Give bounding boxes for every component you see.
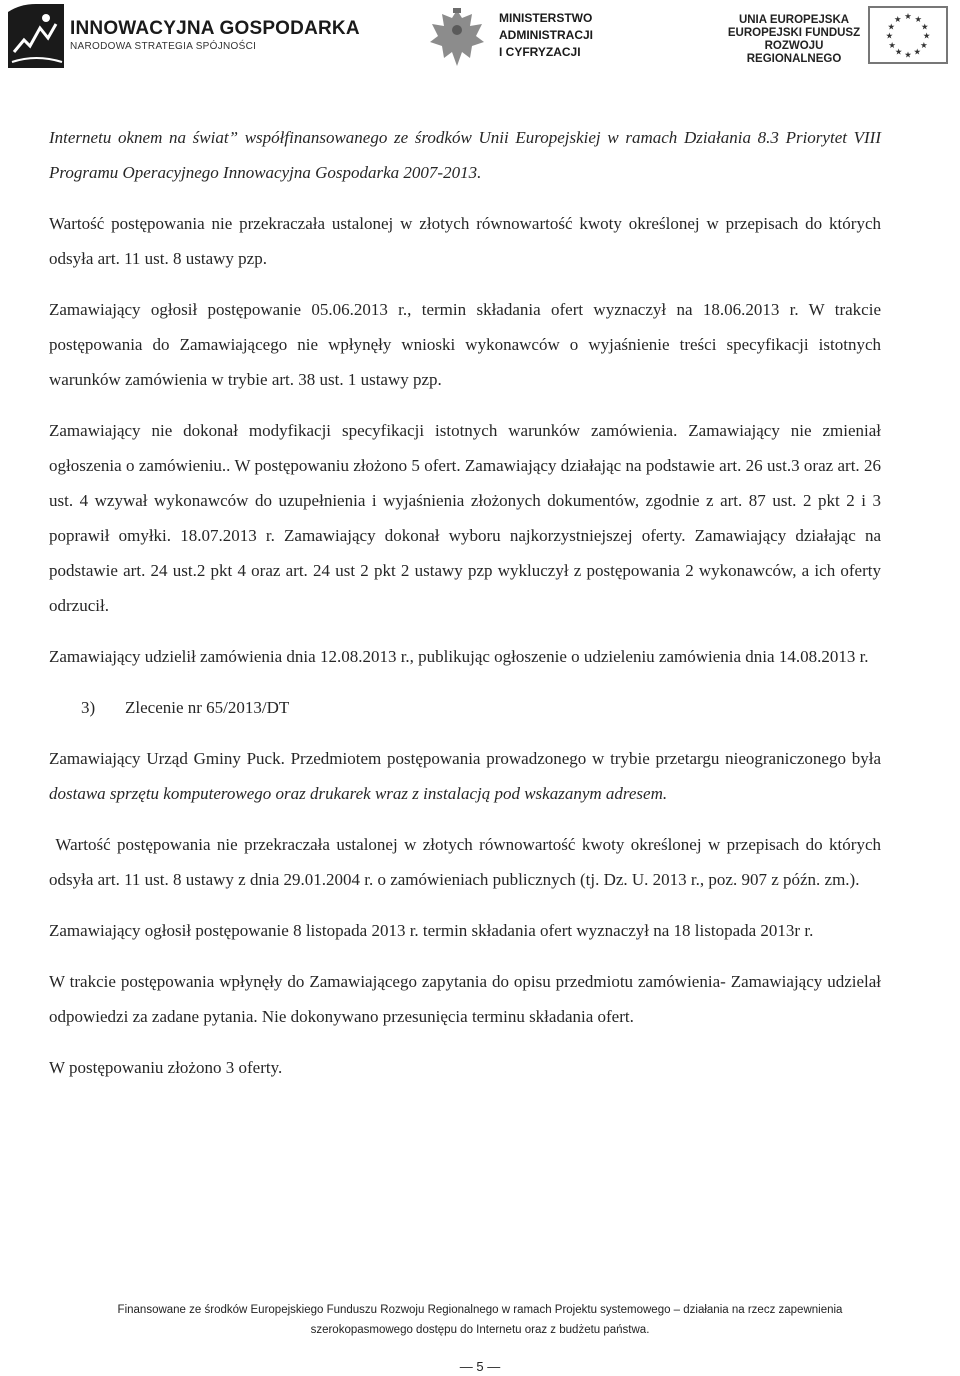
svg-text:★: ★ [913,46,922,57]
eu-line-3: ROZWOJU REGIONALNEGO [746,40,842,65]
svg-text:★: ★ [904,11,912,22]
paragraph-9: W trakcie postępowania wpłynęły do Zamawiającego zapytania do opisu przedmiotu zamówienia- Zamawiający udzielał odpowiedzi za zadane pytania. Nie dokonywano przesunięcia terminu składania ofert. [49,972,881,1026]
innowacyjna-gospodarka-logo-icon [6,2,66,70]
paragraph-4: Zamawiający nie dokonał modyfikacji specyfikacji istotnych warunków zamówienia. Zamawiający nie zmieniał ogłoszenia o zamówieniu.. W postępowaniu złożono 5 ofert. Zamawiający działając na podstawie art. 26 ust.3 oraz art. 26 ust. 4 wzywał wykonawców do uzupełnienia i wyjaśnienia złożonych dokumentów, zgodnie z art. 87 ust. 2 pkt 2 i 3 poprawił omyłki. 18.07.2013 r. Zamawiający dokonał wyboru najkorzystniejszej oferty. Zamawiający działając na podstawie art. 24 ust.2 pkt 4 oraz art. 24 ust 2 pkt 2 ustawy pzp wykluczył z postępowania 2 wykonawców, a ich oferty odrzucił. [49,421,881,615]
eu-line-1: UNIA EUROPEJSKA [738,14,850,26]
item-text: Zlecenie nr 65/2013/DT [125,698,290,717]
document-body [49,120,886,1085]
paragraph-1: Internetu oknem na świat” współfinansowanego ze środków Unii Europejskiej w ramach Działania 8.3 Priorytet VIII Programu Operacyjnego Innowacyjna Gospodarka 2007-2013. [49,128,881,182]
page-number: — 5 — [459,1359,501,1374]
svg-text:★: ★ [921,21,929,32]
svg-text:★: ★ [920,40,928,51]
svg-text:★: ★ [894,13,902,24]
svg-text:★: ★ [894,46,903,57]
svg-text:★: ★ [885,30,894,41]
svg-text:★: ★ [914,13,922,24]
paragraph-8: Zamawiający ogłosił postępowanie 8 listopada 2013 r. termin składania ofert wyznaczył na 18 listopada 2013r r. [49,921,814,940]
ministry-line-2: ADMINISTRACJI [499,28,594,42]
numbered-item [81,690,881,725]
logo1-text [70,18,360,52]
paragraph-3: Zamawiający ogłosił postępowanie 05.06.2013 r., termin składania ofert wyznaczył na 18.06.2013 r. W trakcie postępowania do Zamawiającego nie wpłynęły wnioski wykonawców o wyjaśnienie treści specyfikacji istotnych warunków zamówienia w trybie art. 38 ust. 1 ustawy pzp. [49,300,881,389]
page-header [0,0,960,78]
svg-text:★: ★ [887,21,895,32]
page-footer [0,1300,960,1340]
eu-text [724,14,864,66]
footer-line-1: Finansowane ze środków Europejskiego Funduszu Rozwoju Regionalnego w ramach Projektu systemowego – działania na rzecz zapewnienia [117,1304,843,1316]
ministry-line-3: I CYFRYZACJI [499,45,581,59]
paragraph-6 [49,741,881,811]
eu-flag-icon [868,6,948,64]
eu-line-2: EUROPEJSKI FUNDUSZ [727,27,861,39]
paragraph-5: Zamawiający udzielił zamówienia dnia 12.08.2013 r., publikując ogłoszenie o udzieleniu zamówienia dnia 14.08.2013 r. [49,647,869,666]
ministry-line-1: MINISTERSTWO [499,11,593,25]
paragraph-2: Wartość postępowania nie przekraczała ustalonej w złotych równowartość kwoty określonej w przepisach do których odsyła art. 11 ust. 8 ustawy pzp. [49,214,881,268]
svg-text:★: ★ [888,40,896,51]
polish-eagle-emblem-icon [426,6,488,70]
paragraph-7: Wartość postępowania nie przekraczała ustalonej w złotych równowartość kwoty określonej w przepisach do których odsyła art. 11 ust. 8 ustawy z dnia 29.01.2004 r. o zamówieniach publicznych (tj. Dz. U. 2013 r., poz. 907 z późn. zm.). [49,835,886,889]
footer-line-2: szerokopasmowego dostępu do Internetu oraz z budżetu państwa. [310,1324,650,1336]
logo1-title: INNOWACYJNA GOSPODARKA [70,18,360,39]
paragraph-10: W postępowaniu złożono 3 oferty. [49,1058,283,1077]
svg-text:★: ★ [904,49,912,60]
ministry-name [499,10,593,61]
svg-text:★: ★ [922,30,931,41]
paragraph-6-text: Zamawiający Urząd Gminy Puck. Przedmiotem postępowania prowadzonego w trybie przetargu nieograniczonego była [49,749,881,768]
logo1-subtitle: NARODOWA STRATEGIA SPÓJNOŚCI [70,41,257,52]
item-number: 3) [81,698,96,717]
paragraph-6-italic: dostawa sprzętu komputerowego oraz drukarek wraz z instalacją pod wskazanym adresem. [49,784,668,803]
